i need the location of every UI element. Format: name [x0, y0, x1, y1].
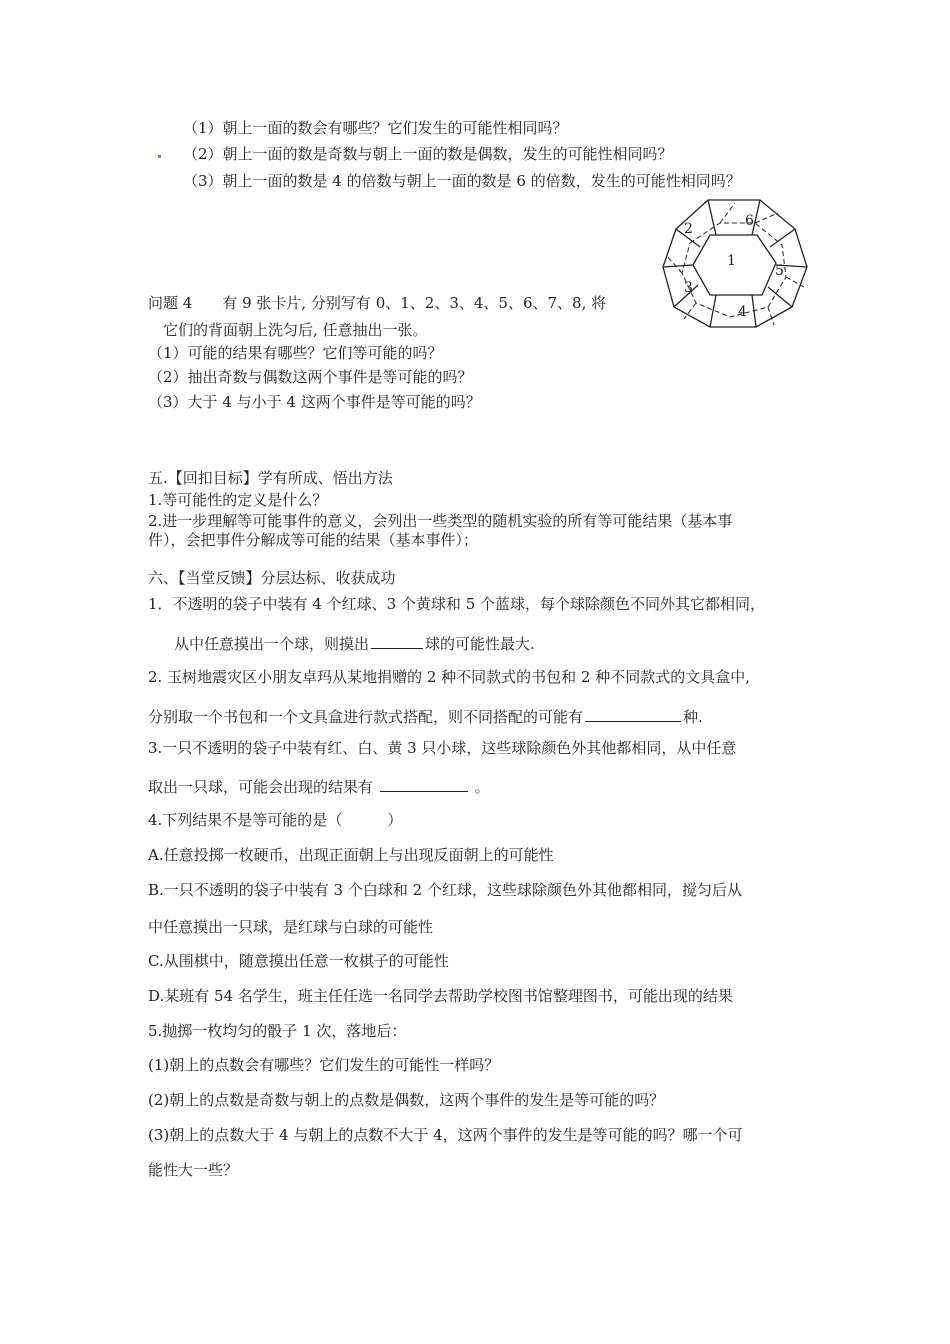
ex1-line2-post: 球的可能性最大. [425, 635, 535, 653]
ex5-q3-line2: 能性大一些？ [148, 1161, 239, 1179]
ex4-option-a: A.任意投掷一枚硬币，出现正面朝上与出现反面朝上的可能性 [148, 846, 554, 864]
ex5-stem: 5.抛掷一枚均匀的骰子 1 次，落地后： [148, 1022, 407, 1040]
face-label-1: 1 [727, 253, 736, 269]
problem4-q1: （1）可能的结果有哪些？它们等可能的吗？ [148, 344, 443, 362]
ex4-stem: 4.下列结果不是等可能的是（ ） [148, 811, 403, 829]
ex1-line1: 1．不透明的袋子中装有 4 个红球、3 个黄球和 5 个蓝球，每个球除颜色不同外其它都相同， [148, 595, 766, 613]
section6-title: 六、【当堂反馈】分层达标、收获成功 [148, 569, 396, 587]
question-line-3: （3）朝上一面的数是 4 的倍数与朝上一面的数是 6 的倍数，发生的可能性相同吗？ [183, 172, 741, 190]
ex4-option-b-line1: B.一只不透明的袋子中装有 3 个白球和 2 个红球，这些球除颜色外其他都相同，搅匀后从 [148, 881, 742, 899]
ex1-line2 [174, 632, 535, 654]
ex3-line1: 3.一只不透明的袋子中装有红、白、黄 3 只小球，这些球除颜色外其他都相同，从中任意 [148, 739, 737, 757]
ex2-line2-pre: 分别取一个书包和一个文具盒进行款式搭配，则不同搭配的可能有 [148, 708, 584, 726]
problem4-intro-cont: 它们的背面朝上洗匀后, 任意抽出一张。 [163, 321, 428, 339]
face-label-5: 5 [775, 263, 784, 279]
ex2-line1: 2. 玉树地震灾区小朋友卓玛从某地捐赠的 2 种不同款式的书包和 2 种不同款式的文具盒中, [148, 668, 751, 686]
ex1-answer-blank[interactable] [371, 632, 423, 649]
dodecahedron-figure [660, 195, 810, 330]
ex4-option-c: C.从围棋中，随意摸出任意一枚棋子的可能性 [148, 952, 449, 970]
ex5-q3-line1: (3)朝上的点数大于 4 与朝上的点数不大于 4，这两个事件的发生是等可能的吗？哪一个可 [148, 1126, 743, 1144]
face-label-6: 6 [745, 213, 754, 229]
problem4-intro: 问题 4 有 9 张卡片, 分别写有 0、1、2、3、4、5、6、7、8, 将 [148, 294, 607, 312]
hidden-edges [682, 223, 786, 317]
ex2-line2-post: 种. [683, 708, 703, 726]
ex4-option-b-line2: 中任意摸出一只球，是红球与白球的可能性 [148, 918, 434, 936]
section5-item2-line2: 件），会把事件分解成等可能的结果（基本事件）； [148, 531, 479, 549]
ex5-q2: (2)朝上的点数是奇数与朝上的点数是偶数，这两个事件的发生是等可能的吗？ [148, 1091, 665, 1109]
ex3-line2-pre: 取出一只球，可能会出现的结果有 [148, 778, 374, 796]
problem4-q2: （2）抽出奇数与偶数这两个事件是等可能的吗？ [148, 368, 473, 386]
ex5-q1: (1)朝上的点数会有哪些？它们发生的可能性一样吗？ [148, 1056, 500, 1074]
face-label-2: 2 [684, 221, 693, 237]
section5-item2-line1: 2.进一步理解等可能事件的意义，会列出一些类型的随机实验的所有等可能结果（基本事 [148, 512, 733, 530]
section5-item1: 1.等可能性的定义是什么？ [148, 491, 328, 509]
ex4-option-d: D.某班有 54 名学生，班主任任选一名同学去帮助学校图书馆整理图书，可能出现的结果 [148, 987, 733, 1005]
ex3-answer-blank[interactable] [380, 775, 468, 792]
scan-speck [158, 155, 161, 158]
face-label-3: 3 [684, 280, 693, 296]
ex2-answer-blank[interactable] [585, 705, 681, 722]
ex3-line2-post: 。 [474, 778, 490, 796]
question-line-1: （1）朝上一面的数会有哪些？它们发生的可能性相同吗？ [183, 119, 568, 137]
ex3-line2 [148, 775, 490, 797]
section5-title: 五.【回扣目标】学有所成、悟出方法 [148, 469, 393, 487]
ex2-line2 [148, 705, 703, 727]
ex1-line2-pre: 从中任意摸出一个球，则摸出 [174, 635, 370, 653]
question-line-2: （2）朝上一面的数是奇数与朝上一面的数是偶数，发生的可能性相同吗？ [183, 145, 673, 163]
face-label-4: 4 [738, 304, 747, 320]
problem4-q3: （3）大于 4 与小于 4 这两个事件是等可能的吗？ [148, 393, 481, 411]
